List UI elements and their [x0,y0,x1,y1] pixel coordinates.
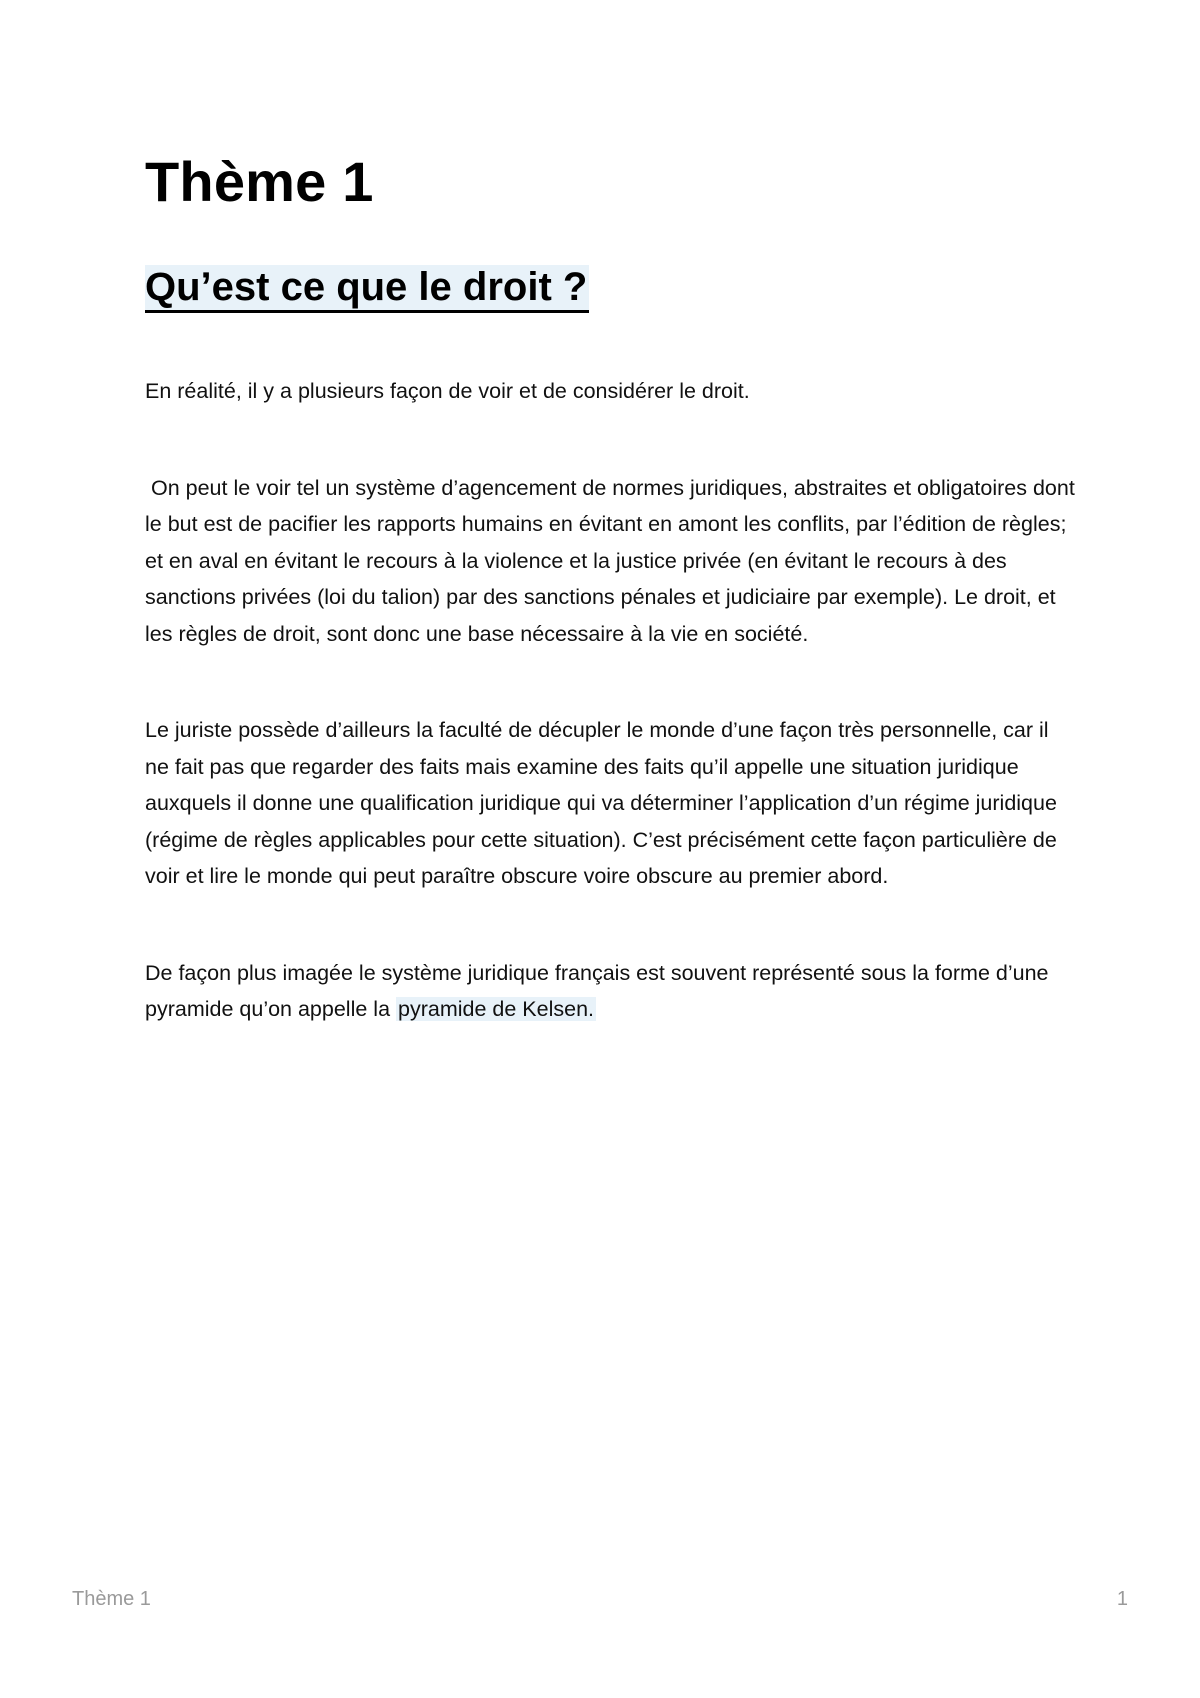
section-heading-text: Qu’est ce que le droit ? [145,265,589,313]
document-body [145,143,1081,1028]
kelsen-pyramid-link-period: . [588,997,595,1021]
kelsen-pyramid-link[interactable] [396,997,596,1021]
paragraph-2: On peut le voir tel un système d’agencement de normes juridiques, abstraites et obligatoires dont le but est de pacifier les rapports humains en évitant en amont les conflits, par l’édition de règles; et en aval en évitant le recours à la violence et la justice privée (en évitant le recours à des sanctions privées (loi du talion) par des sanctions pénales et judiciaire par exemple). Le droit, et les règles de droit, sont donc une base nécessaire à la vie en société. [145,475,1081,646]
kelsen-pyramid-link-text: pyramide de Kelsen [398,997,589,1021]
paragraph-4-text: De façon plus imagée le système juridique français est souvent représenté sous la forme d’une pyramide qu’on appelle la [145,960,1049,1021]
paragraph-3: Le juriste possède d’ailleurs la faculté de décupler le monde d’une façon très personnelle, car il ne fait pas que regarder des faits mais examine des faits qu’il appelle une situation juridique auxquels il donne une qualification juridique qui va déterminer l’application d’un régime juridique (régime de règles applicables pour cette situation). C’est précisément cette façon particulière de voir et lire le monde qui peut paraître obscure voire obscure au premier abord. [145,718,1057,888]
section-heading [145,259,1075,315]
document-title: Thème 1 [145,150,374,213]
paragraph-4 [145,955,1075,1028]
paragraph-1: En réalité, il y a plusieurs façon de voir et de considérer le droit. [145,379,750,403]
page-number: 1 [1116,1588,1128,1610]
footer-title: Thème 1 [72,1588,151,1610]
